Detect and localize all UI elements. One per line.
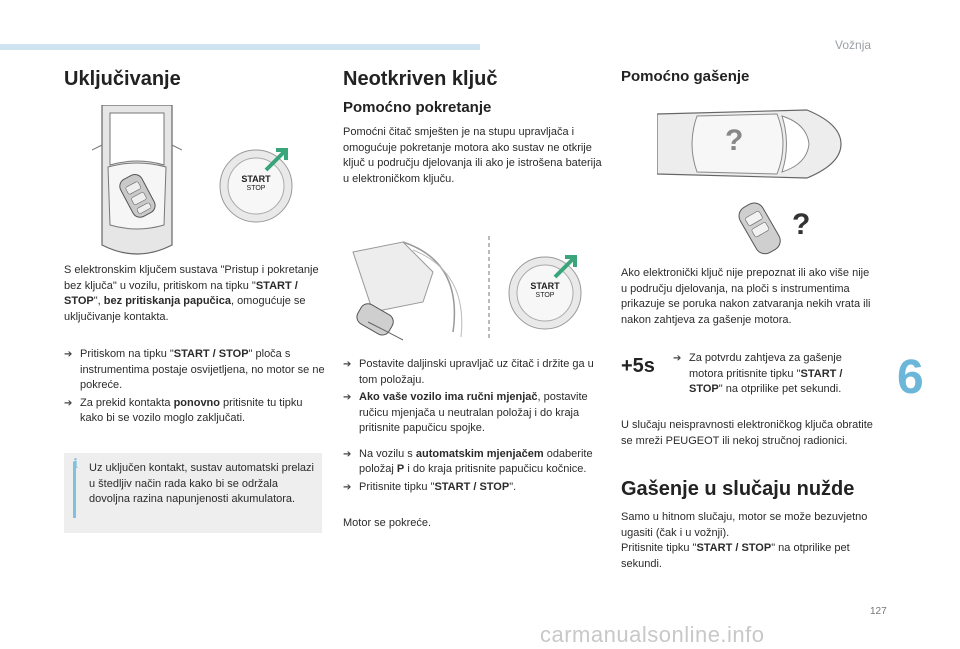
car-top-view-illustration: [92, 105, 182, 257]
list-item: ➔ Pritisnite tipku "START / STOP".: [343, 480, 605, 496]
list-item: ➔ Na vozilu s automatskim mjenjačem odaberite položaj P i do kraja pritisnite papučicu kočnice.: [343, 447, 593, 475]
five-second-badge-icon: +5s: [621, 355, 655, 377]
list-item: ➔ Postavite daljinski upravljač uz čitač i držite ga u tom položaju.: [343, 358, 594, 386]
steering-column-illustration: [343, 232, 493, 342]
malfunction-paragraph: U slučaju neispravnosti elektroničkog ključa obratite se mreži PEUGEOT ili nekoj stručnoj radionici.: [621, 419, 873, 447]
arrow-bullet-icon: ➔: [343, 392, 352, 403]
unknown-key-paragraph: Ako elektronički ključ nije prepoznat ili ako više nije u području djelovanja, na ploči s instrumentima prikazuje se poruka nakon zatvaranja nekih vrata ili nakon zahtjeva za gašenje motora.: [621, 267, 871, 326]
confirm-shutdown-list: [673, 351, 878, 400]
arrow-bullet-icon: ➔: [673, 353, 682, 364]
list-item: ➔ Za prekid kontakta ponovno pritisnite tu tipku kako bi se vozilo moglo zaključati.: [64, 396, 303, 424]
arrow-bullet-icon: ➔: [64, 397, 73, 409]
question-mark-icon: ?: [725, 124, 744, 157]
start-label: START: [241, 174, 271, 184]
question-mark-icon: ?: [792, 208, 811, 241]
ignition-steps-list: [64, 347, 326, 429]
backup-start-paragraph: Pomoćni čitač smješten je na stupu upravljača i omogućuje pokretanje motora ako sustav ne otkrije ključ u području djelovanja ili ako je istrošena baterija u elektroničkom ključu.: [343, 126, 602, 185]
intro-paragraph: S elektronskim ključem sustava "Pristup i pokretanje bez ključa" u vozilu, pritiskom na tipku "START / STOP", bez pritiskanja papučica, omogućuje se uključivanje kontakta.: [64, 264, 319, 323]
car-unknown-key-illustration: [657, 104, 842, 184]
page-number: 127: [870, 606, 887, 617]
arrow-bullet-icon: ➔: [343, 448, 352, 460]
section-label: Vožnja: [835, 38, 872, 52]
list-item: ➔ Pritiskom na tipku "START / STOP" ploča s instrumentima postaje osvijetljena, no motor se ne pokreće.: [64, 348, 325, 391]
stop-label: STOP: [535, 292, 555, 299]
watermark: carmanualsonline.info: [540, 622, 765, 647]
start-stop-button-illustration: [218, 148, 294, 224]
heading-neotkriven-kljuc: Neotkriven ključ: [343, 68, 498, 90]
info-box: [64, 453, 322, 533]
heading-ukljucivanje: Uključivanje: [64, 68, 181, 90]
arrow-bullet-icon: ➔: [343, 481, 352, 493]
stop-label: STOP: [246, 185, 266, 192]
motor-starts-text: Motor se pokreće.: [343, 517, 432, 529]
header-bar: [0, 44, 480, 50]
info-icon: i: [73, 457, 78, 472]
key-unknown-illustration: [730, 196, 820, 258]
start-stop-button-illustration: [507, 255, 583, 331]
info-text: Uz uključen kontakt, sustav automatski prelazi u štedljiv način rada kako bi se održala dovoljna razina napunjenosti akumulatora.: [89, 462, 314, 505]
emergency-paragraph: Samo u hitnom slučaju, motor se može bezuvjetno ugasiti (čak i u vožnji). Pritisnite tipku "START / STOP" na otprilike pet sekundi.: [621, 511, 868, 570]
key-fob-icon: [735, 199, 784, 257]
start-label: START: [530, 281, 560, 291]
backup-start-steps-list: [343, 357, 605, 497]
list-item: ➔ Ako vaše vozilo ima ručni mjenjač, postavite ručicu mjenjača u neutralan položaj i do kraja pritisnite papučicu spojke.: [343, 391, 588, 434]
heading-emergency-shutdown: Gašenje u slučaju nužde: [621, 478, 855, 500]
list-item: ➔ Za potvrdu zahtjeva za gašenje motora pritisnite tipku "START / STOP" na otprilike pet sekundi.: [673, 352, 843, 395]
arrow-bullet-icon: ➔: [343, 359, 352, 370]
arrow-bullet-icon: ➔: [64, 349, 73, 360]
heading-pomocno-gasenje: Pomoćno gašenje: [621, 68, 750, 85]
chapter-number: 6: [897, 351, 924, 404]
subheading-pomocno-pokretanje: Pomoćno pokretanje: [343, 99, 492, 116]
